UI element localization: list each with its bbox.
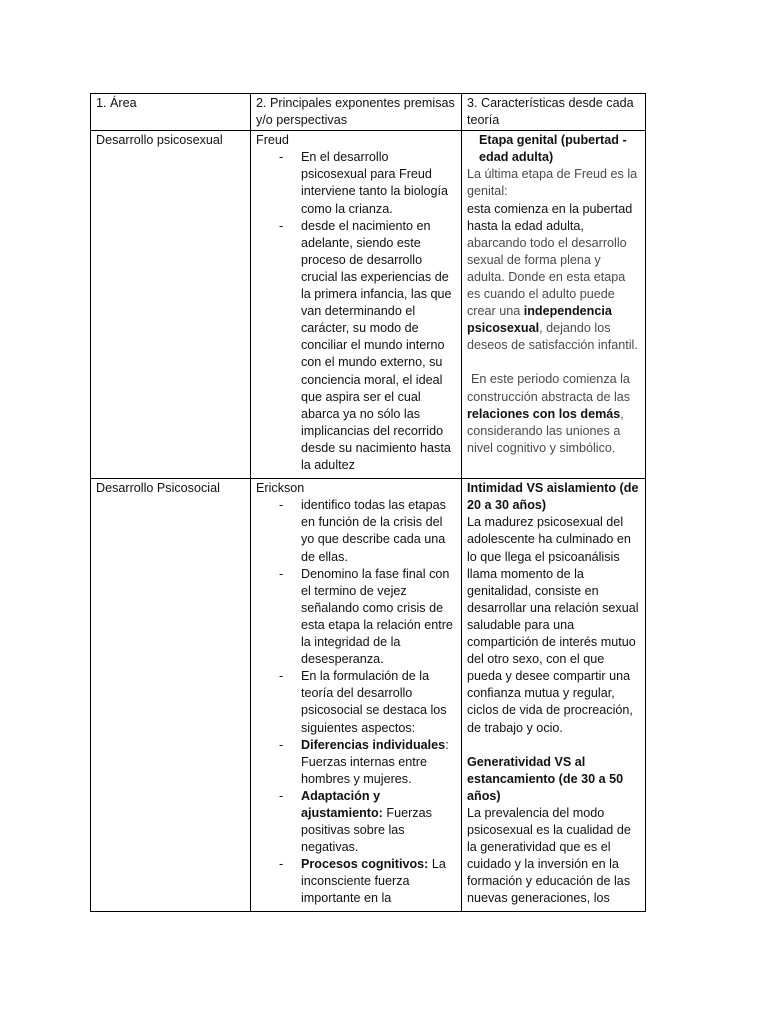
author-name: Freud (256, 133, 289, 148)
characteristics-cell (462, 131, 646, 479)
paragraph-text: esta comienza en la pubertad hasta la edad adulta, (467, 201, 633, 233)
bold-term: Adaptación y ajustamiento: (301, 788, 383, 820)
area-cell: Desarrollo Psicosocial (91, 479, 251, 912)
bold-term: relaciones con los demás (467, 406, 621, 421)
list-item-text: Fuerzas positivas sobre las negativas. (301, 805, 432, 855)
paragraph: La prevalencia del modo psicosexual es la cualidad de la generatividad que es el cuidado y la inversión en la formación y educación de las nuevas generaciones, los (467, 805, 631, 906)
bold-term: Diferencias individuales (301, 737, 446, 752)
bullet-list (256, 149, 456, 474)
paragraph (467, 371, 640, 456)
bold-term: independencia psicosexual (467, 304, 612, 336)
list-item-text: : Fuerzas internas entre hombres y mujeres. (301, 737, 449, 786)
paragraph-text: , considerando las uniones a nivel cognitivo y simbólico. (467, 406, 624, 455)
characteristics-cell (462, 479, 646, 912)
paragraph-text: La última etapa de Freud es la genital: (467, 167, 638, 199)
paragraph: La madurez psicosexual del adolescente ha culminado en lo que llega el psicoanálisis llama momento de la genitalidad, consiste en desarrollar una relación sexual saludable para una compartición de interés mutuo del otro sexo, con el que pueda y desee compartir una confianza mutua y regular, ciclos de vida de procreación, de trabajo y ocio. (467, 515, 639, 735)
header-area: 1. Área (91, 94, 251, 131)
list-item: - En la formulación de la teoría del desarrollo psicosocial se destaca los siguientes aspectos: (301, 668, 456, 736)
exponents-cell (251, 479, 462, 912)
paragraph-text: abarcando todo el desarrollo sexual de forma plena y adulta. Donde en esta etapa es cuando el adulto puede crear una (467, 235, 627, 319)
paragraph (467, 166, 640, 354)
header-characteristics: 3. Características desde cada teoría (462, 94, 646, 131)
paragraph-text: , dejando los deseos de satisfacción infantil. (467, 321, 638, 353)
paragraph-text: En este periodo comienza la construcción abstracta de las (467, 372, 631, 404)
exponents-cell (251, 131, 462, 479)
list-item (301, 788, 456, 856)
psychology-comparison-table (90, 93, 646, 912)
list-item: - desde el nacimiento en adelante, siendo este proceso de desarrollo crucial las experiencias de la primera infancia, las que van determinando el carácter, su modo de conciliar el mundo interno con el mundo externo, su conciencia moral, el ideal que aspira ser el cual abarca ya no sólo las implicancias del recorrido desde su nacimiento hasta la adultez (301, 218, 456, 474)
list-item: - En el desarrollo psicosexual para Freud interviene tanto la biología como la crianza. (301, 149, 456, 217)
list-item: - Denomino la fase final con el termino de vejez señalando como crisis de esta etapa la relación entre la integridad de la desesperanza. (301, 566, 456, 669)
bullet-list (256, 497, 456, 907)
list-item-text: La inconsciente fuerza importante en la (301, 857, 446, 906)
stage-heading: Intimidad VS aislamiento (de 20 a 30 años) (467, 481, 639, 513)
table-row (91, 479, 646, 912)
list-item (301, 856, 456, 907)
list-item (301, 737, 456, 788)
stage-heading: Etapa genital (pubertad - edad adulta) (479, 133, 627, 165)
header-row (91, 94, 646, 131)
author-name: Erickson (256, 481, 305, 496)
bold-term: Procesos cognitivos: (301, 857, 429, 872)
stage-heading: Generatividad VS al estancamiento (de 30 a 50 años) (467, 754, 624, 803)
list-item: - identifico todas las etapas en función de la crisis del yo que describe cada una de ellas. (301, 497, 456, 565)
header-exponents: 2. Principales exponentes premisas y/o perspectivas (251, 94, 462, 131)
table-row (91, 131, 646, 479)
area-cell: Desarrollo psicosexual (91, 131, 251, 479)
